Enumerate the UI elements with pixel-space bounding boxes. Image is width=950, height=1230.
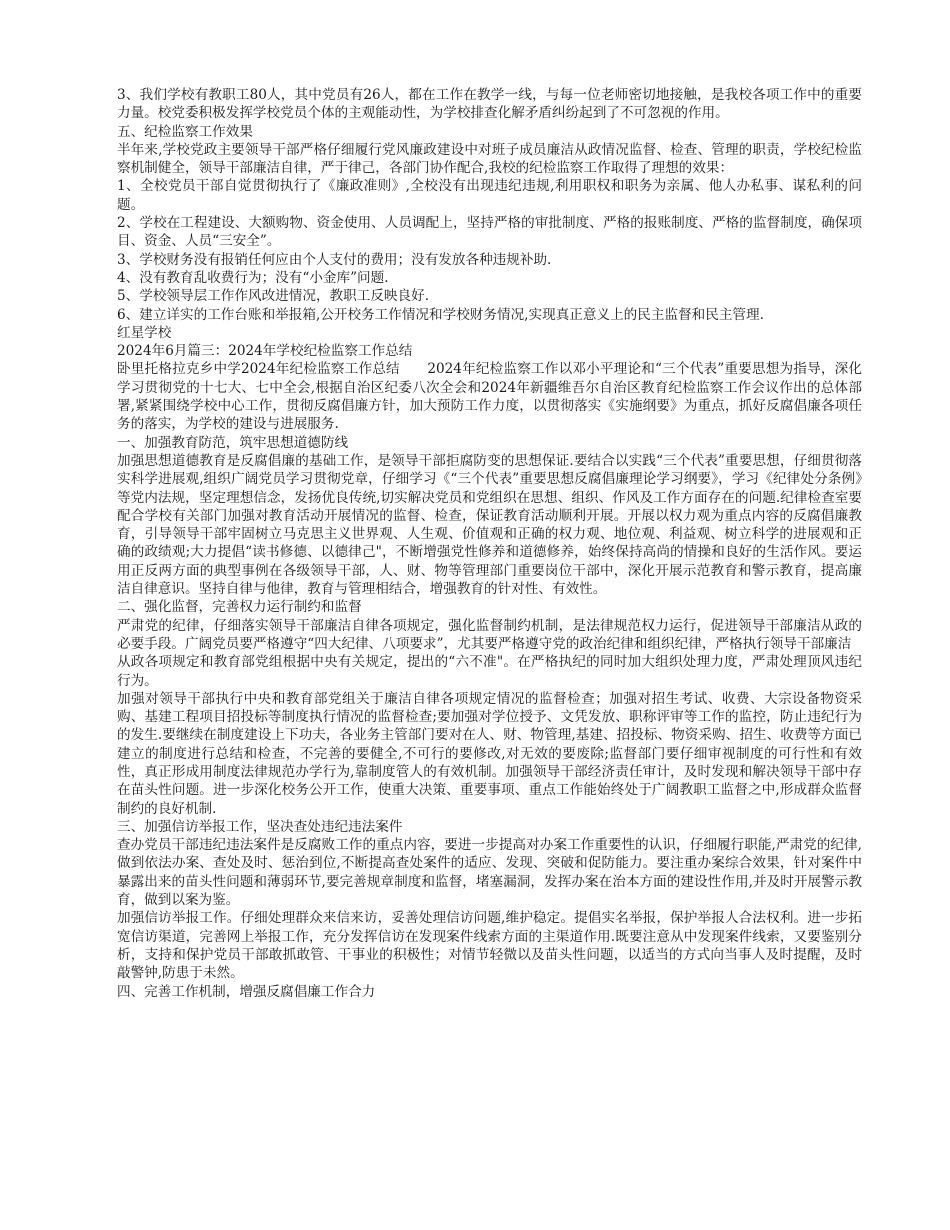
section-heading: 四、完善工作机制，增强反腐倡廉工作合力 [117,983,376,1000]
list-item: 3、学校财务没有报销任何应由个人支付的费用；没有发放各种违规补助. [117,251,552,268]
section-heading: 五、纪检监察工作效果 [117,123,253,140]
list-item: 6、建立详实的工作台账和举报箱,公开校务工作情况和学校财务情况,实现真正意义上的民主监督和民主管理. [117,306,764,323]
list-item: 4、没有教育乱收费行为；没有“小金库”问题. [117,269,389,286]
document-body [117,86,862,1001]
paragraph: 查办党员干部违纪违法案件是反腐败工作的重点内容，要进一步提高对办案工作重要性的认识，仔细履行职能,严肃党的纪律,做到依法办案、查处及时、惩治到位,不断提高查处案件的适应、发现、突破和促防能力。要注重办案综合效果，针对案件中暴露出来的苗头性问题和薄弱环节,要完善规章制度和监督，堵塞漏洞，发挥办案在治本方面的建设性作用,并及时开展警示教育，做到以案为鉴。 [117,837,862,909]
section-heading: 二、强化监督，完善权力运行制约和监督 [117,599,362,616]
signature-org: 红星学校 [117,324,172,341]
paragraph: 加强思想道德教育是反腐倡廉的基础工作，是领导干部拒腐防变的思想保证.要结合以实践“三个代表”重要思想，仔细贯彻落实科学进展观,组织广阔党员学习贯彻党章，仔细学习《“三个代表”重要思想反腐倡廉理论学习纲要》，学习《纪律处分条例》等党内法规，坚定理想信念，发扬优良传统,切实解决党员和党组织在思想、组织、作风及工作方面存在的问题.纪律检查室要配合学校有关部门加强对教育活动开展情况的监督、检查，保证教育活动顺利开展。开展以权力观为重点内容的反腐倡廉教育，引导领导干部牢固树立马克思主义世界观、人生观、价值观和正确的权力观、地位观、利益观、树立科学的进展观和正确的政绩观;大力提倡“读书修德、以德律己"，不断增强党性修养和道德修养，始终保持高尚的情操和良好的生活作风。要运用正反两方面的典型事例在各级领导干部，人、财、物等管理部门重要岗位干部中，深化开展示范教育和警示教育，提高廉洁自律意识。坚持自律与他律，教育与管理相结合，增强教育的针对性、有效性。 [117,452,862,598]
paragraph: 严肃党的纪律，仔细落实领导干部廉洁自律各项规定，强化监督制约机制，是法律规范权力运行，促进领导干部廉洁从政的必要手段。广阔党员要严格遵守“四大纪律、八项要求”，尤其要严格遵守党的政治纪律和组织纪律，严格执行领导干部廉洁 [117,617,862,652]
paragraph: 3、我们学校有教职工80人，其中党员有26人，都在工作在教学一线，与每一位老师密切地接触，是我校各项工作中的重要力量。校党委积极发挥学校党员个体的主观能动性，为学校排查化解矛盾纠纷起到了不可忽视的作用。 [117,87,862,122]
paragraph: 半年来,学校党政主要领导干部严格仔细履行党风廉政建设中对班子成员廉洁从政情况监督、检查、管理的职责，学校纪检监察机制健全，领导干部廉洁自律，严于律己，各部门协作配合,我校的纪检监察工作取得了理想的效果： [117,141,862,177]
paragraph: 从政各项规定和教育部党组根据中央有关规定，提出的“六不准"。在严格执纪的同时加大组织处理力度，严肃处理顶风违纪行为。 [117,654,862,689]
paragraph: 加强对领导干部执行中央和教育部党组关于廉洁自律各项规定情况的监督检查；加强对招生考试、收费、大宗设备物资采购、基建工程项目招投标等制度执行情况的监督检查;要加强对学位授予、文凭发放、职称评审等工作的监控，防止违纪行为的发生.要继续在制度建设上下功夫，各业务主管部门要对在人、财、物管理,基建、招投标、物资采购、招生、收费等方面已建立的制度进行总结和检查，不完善的要健全,不可行的要修改,对无效的要废除;监督部门要仔细审视制度的可行性和有效性，真正形成用制度法律规范办学行为,靠制度管人的有效机制。加强领导干部经济责任审计，及时发现和解决领导干部中存在苗头性问题。进一步深化校务公开工作，使重大决策、重要事项、重点工作能始终处于广阔教职工监督之中,形成群众监督制约的良好机制. [117,690,862,817]
list-item: 1、全校党员干部自觉贯彻执行了《廉政准则》,全校没有出现违纪违规,利用职权和职务为亲属、他人办私事、谋私利的问题。 [117,178,862,213]
list-item: 2、学校在工程建设、大额购物、资金使用、人员调配上，坚持严格的审批制度、严格的报账制度、严格的监督制度，确保项目、资金、人员“三安全”。 [117,215,862,250]
section-heading: 一、加强教育防范，筑牢思想道德防线 [117,434,349,451]
date-and-title: 2024年6月篇三：2024年学校纪检监察工作总结 [117,343,413,360]
paragraph: 卧里托格拉克乡中学2024年纪检监察工作总结 2024年纪检监察工作以邓小平理论和“三个代表”重要思想为指导，深化学习贯彻党的十七大、七中全会,根据自治区纪委八次全会和2024年新疆维吾尔自治区教育纪检监察工作会议作出的总体部署,紧紧围绕学校中心工作，贯彻反腐倡廉方针，加大预防工作力度，以贯彻落实《实施纲要》为重点，抓好反腐倡廉各项任务的落实，为学校的建设与进展服务. [117,361,862,433]
section-heading: 三、加强信访举报工作，坚决查处违纪违法案件 [117,818,403,835]
list-item: 5、学校领导层工作作风改进情况，教职工反映良好. [117,288,430,305]
paragraph: 加强信访举报工作。仔细处理群众来信来访，妥善处理信访问题,维护稳定。提倡实名举报，保护举报人合法权利。进一步拓宽信访渠道，完善网上举报工作，充分发挥信访在发现案件线索方面的主渠道作用.既要注意从中发现案件线索，又要鉴别分析，支持和保护党员干部敢抓敢管、干事业的积极性；对情节轻微以及苗头性问题，以适当的方式向当事人及时提醒，及时敲警钟,防患于未然。 [117,910,862,982]
